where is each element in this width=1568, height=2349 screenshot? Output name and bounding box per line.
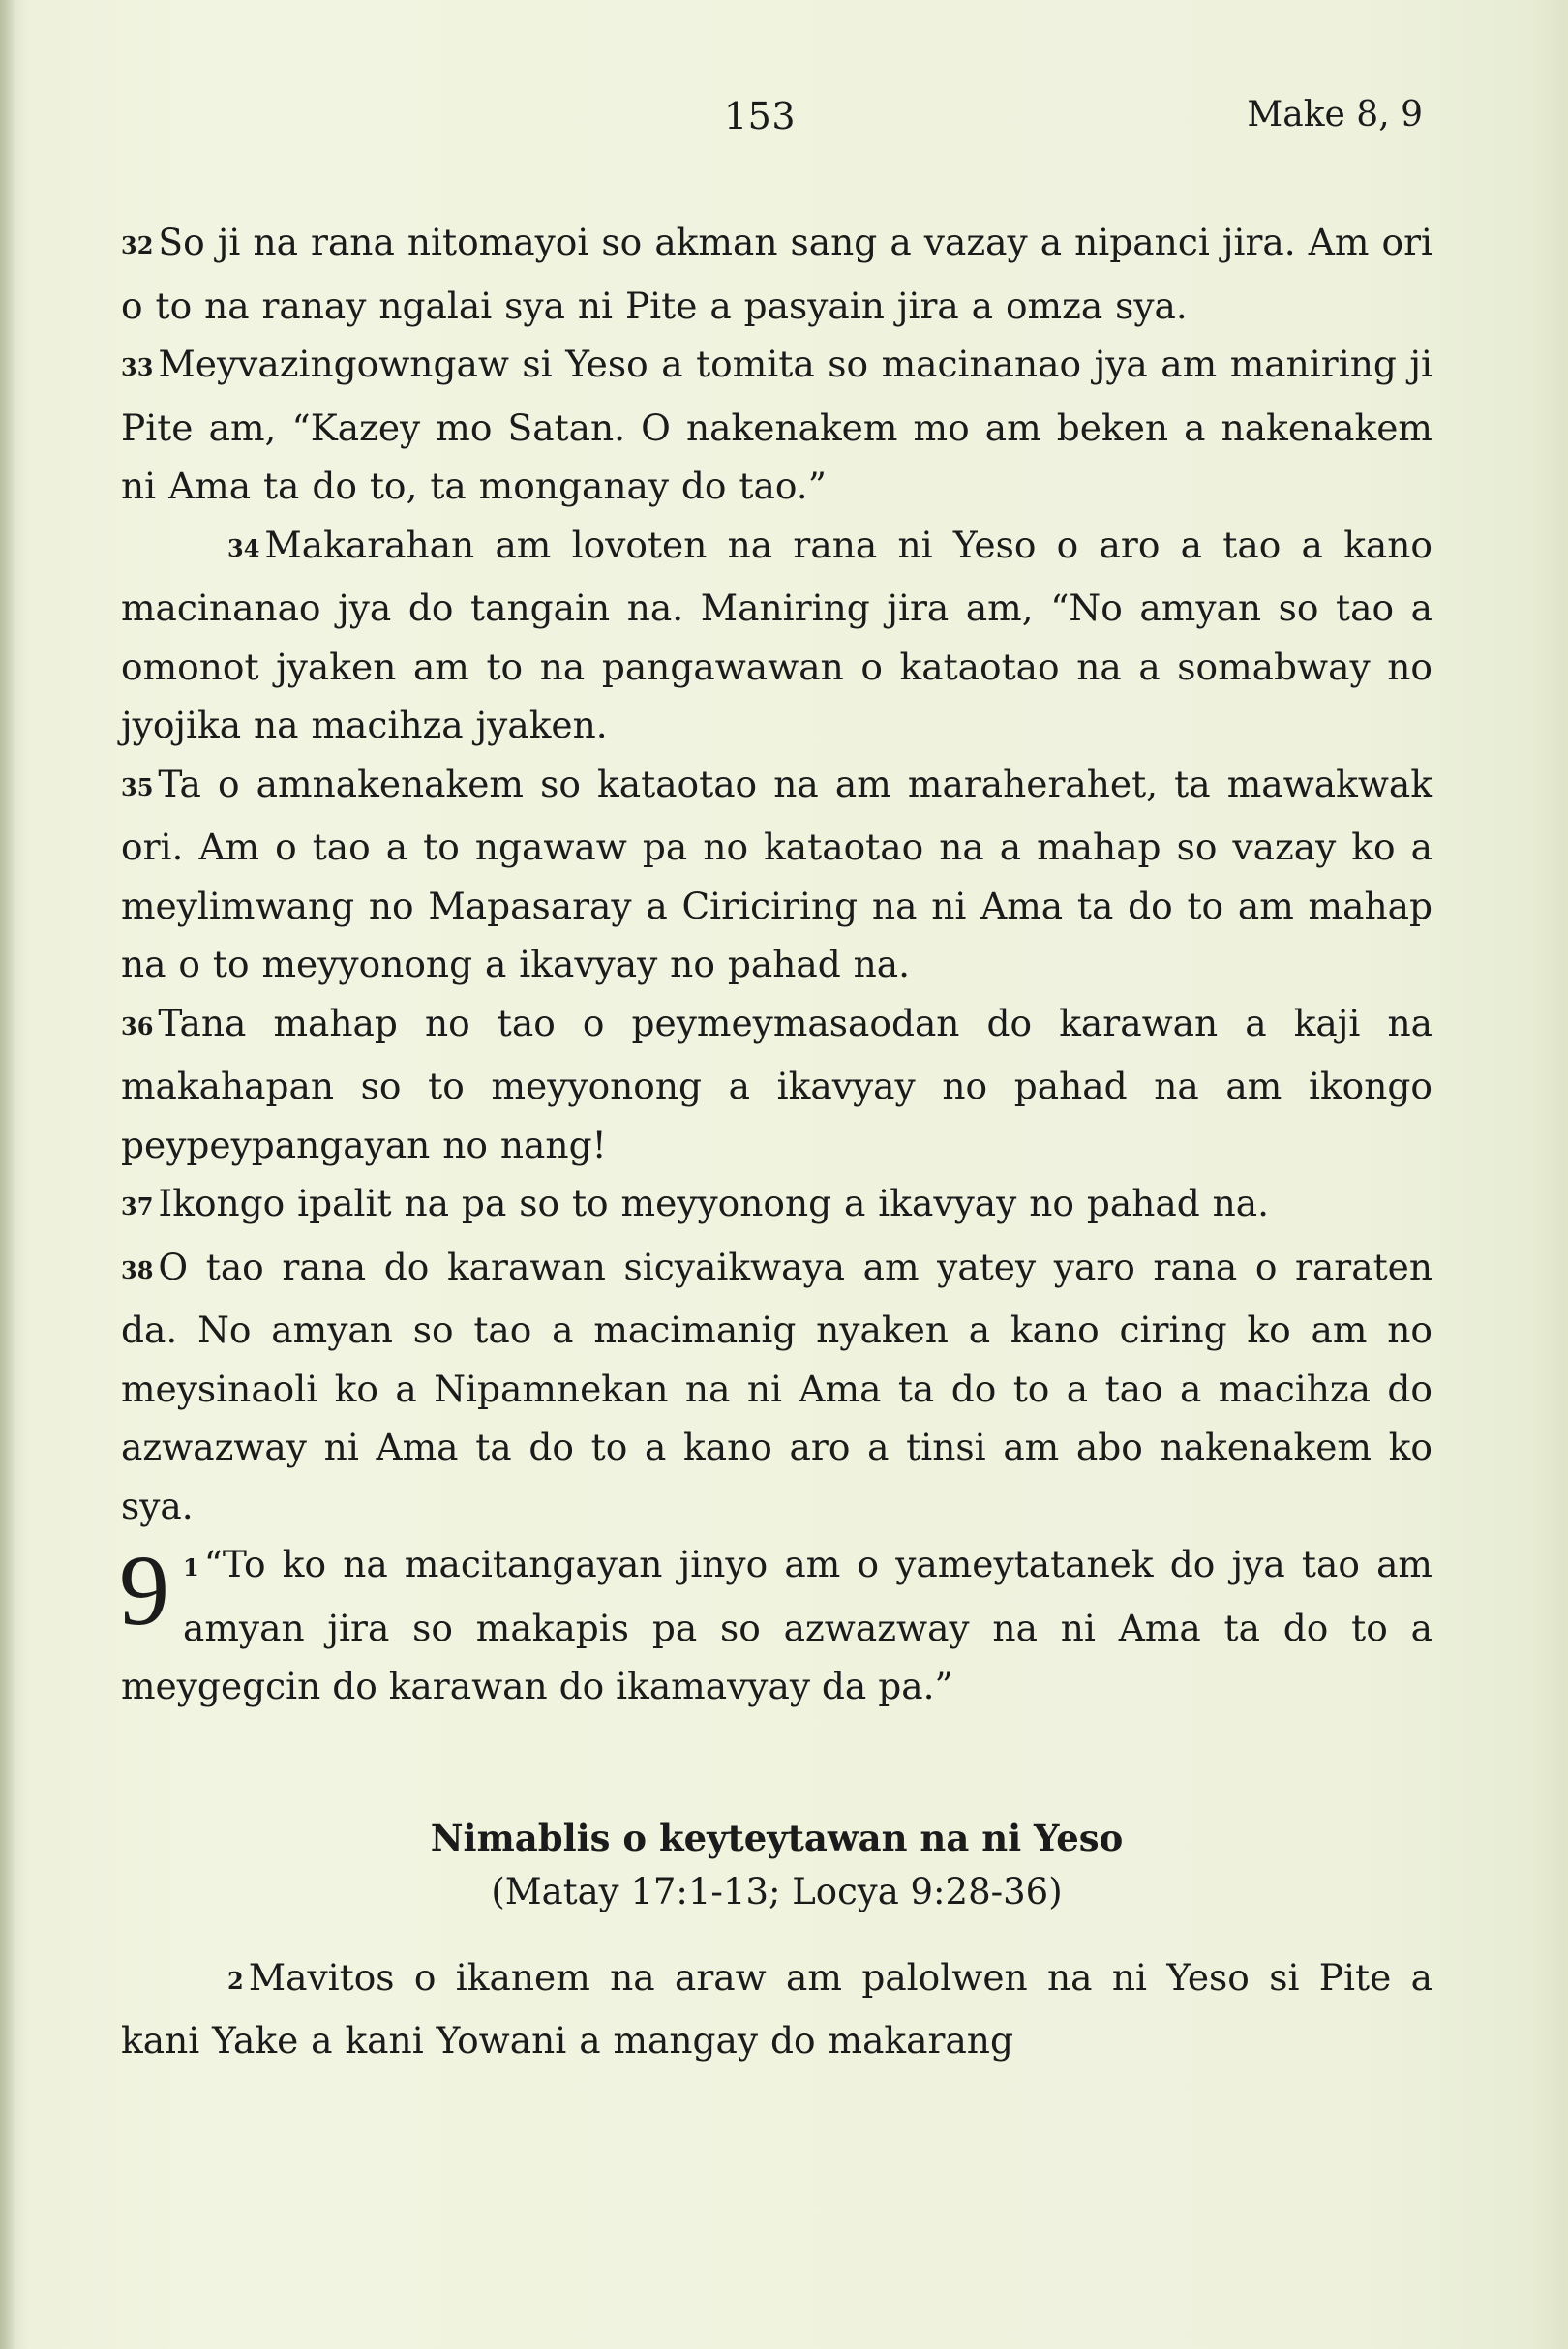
page-number: 153: [724, 95, 797, 137]
verse-paragraph: [121, 755, 1432, 994]
verse-text: Meyvazingowngaw si Yeso a tomita so macinanao jya am maniring ji Pite am, “Kazey mo Satan. O nakenakem mo am beken a nakenakem ni Ama ta do to, ta monganay do tao.”: [121, 343, 1432, 507]
verse-number: 2: [227, 1966, 244, 1995]
verse-paragraph: [121, 516, 1432, 755]
verse-paragraph: [121, 213, 1432, 335]
verse-text: O tao rana do karawan sicyaikwaya am yatey yaro rana o raraten da. No amyan so tao a macimanig nyaken a kano ciring ko am no meysinaoli ko a Nipamnekan na ni Ama ta do to a tao a macihza do azwazway ni Ama ta do to a kano aro a tinsi am abo nakenakem ko sya.: [121, 1245, 1432, 1527]
chapter-start-paragraph: [121, 1535, 1432, 1716]
page-edge-shadow: [1529, 0, 1568, 2349]
verse-number: 36: [121, 1011, 154, 1040]
verse-number: 1: [183, 1553, 199, 1581]
running-head: Make 8, 9: [1247, 95, 1423, 135]
verse-paragraph: [121, 1238, 1432, 1536]
verse-number: 34: [227, 533, 260, 562]
section-heading: Nimablis o keyteytawan na ni Yeso: [430, 1816, 1124, 1859]
chapter-number: 9: [119, 1535, 169, 1646]
verse-number: 38: [121, 1255, 154, 1284]
page-header: [0, 95, 1568, 143]
verse-text: So ji na rana nitomayoi so akman sang a vazay a nipanci jira. Am ori o to na ranay ngalai sya ni Pite a pasyain jira a omza sya.: [121, 221, 1432, 327]
verse-number: 33: [121, 353, 154, 381]
verse-text: Mavitos o ikanem na araw am palolwen na ni Yeso si Pite a kani Yake a kani Yowani a mangay do makarang: [121, 1955, 1432, 2062]
verse-number: 32: [121, 231, 154, 259]
verse-number: 35: [121, 772, 154, 801]
verse-paragraph: [121, 335, 1432, 516]
verse-number: 37: [121, 1192, 154, 1220]
verse-paragraph: [121, 994, 1432, 1175]
verse-text: “To ko na macitangayan jinyo am o yameytatanek do jya tao am amyan jira so makapis pa so azwazway na ni Ama ta do to a meygegcin do karawan do ikamavyay da pa.”: [121, 1543, 1432, 1707]
verse-text: Makarahan am lovoten na rana ni Yeso o aro a tao a kano macinanao jya do tangain na. Maniring jira am, “No amyan so tao a omonot jyaken am to na pangawawan o kataotao na a somabway no jyojika na macihza jyaken.: [121, 523, 1432, 746]
verse-text: Ikongo ipalit na pa so to meyyonong a ikavyay no pahad na.: [158, 1182, 1270, 1224]
section-cross-reference: (Matay 17:1-13; Locya 9:28-36): [491, 1870, 1063, 1912]
verse-paragraph: [121, 1948, 1432, 2070]
verse-text: Tana mahap no tao o peymeymasaodan do karawan a kaji na makahapan so to meyyonong a ikavyay no pahad na am ikongo peypeypangayan no nang!: [121, 1001, 1432, 1166]
verse-paragraph: [121, 1174, 1432, 1238]
page-gutter-shadow: [0, 0, 15, 2349]
verse-text: Ta o amnakenakem so kataotao na am maraherahet, ta mawakwak ori. Am o tao a to ngawaw pa no kataotao na a mahap so vazay ko a meylimwang no Mapasaray a Ciriciring na ni Ama ta do to am mahap na o to meyyonong a ikavyay no pahad na.: [121, 762, 1432, 985]
page-body: [121, 213, 1432, 2070]
